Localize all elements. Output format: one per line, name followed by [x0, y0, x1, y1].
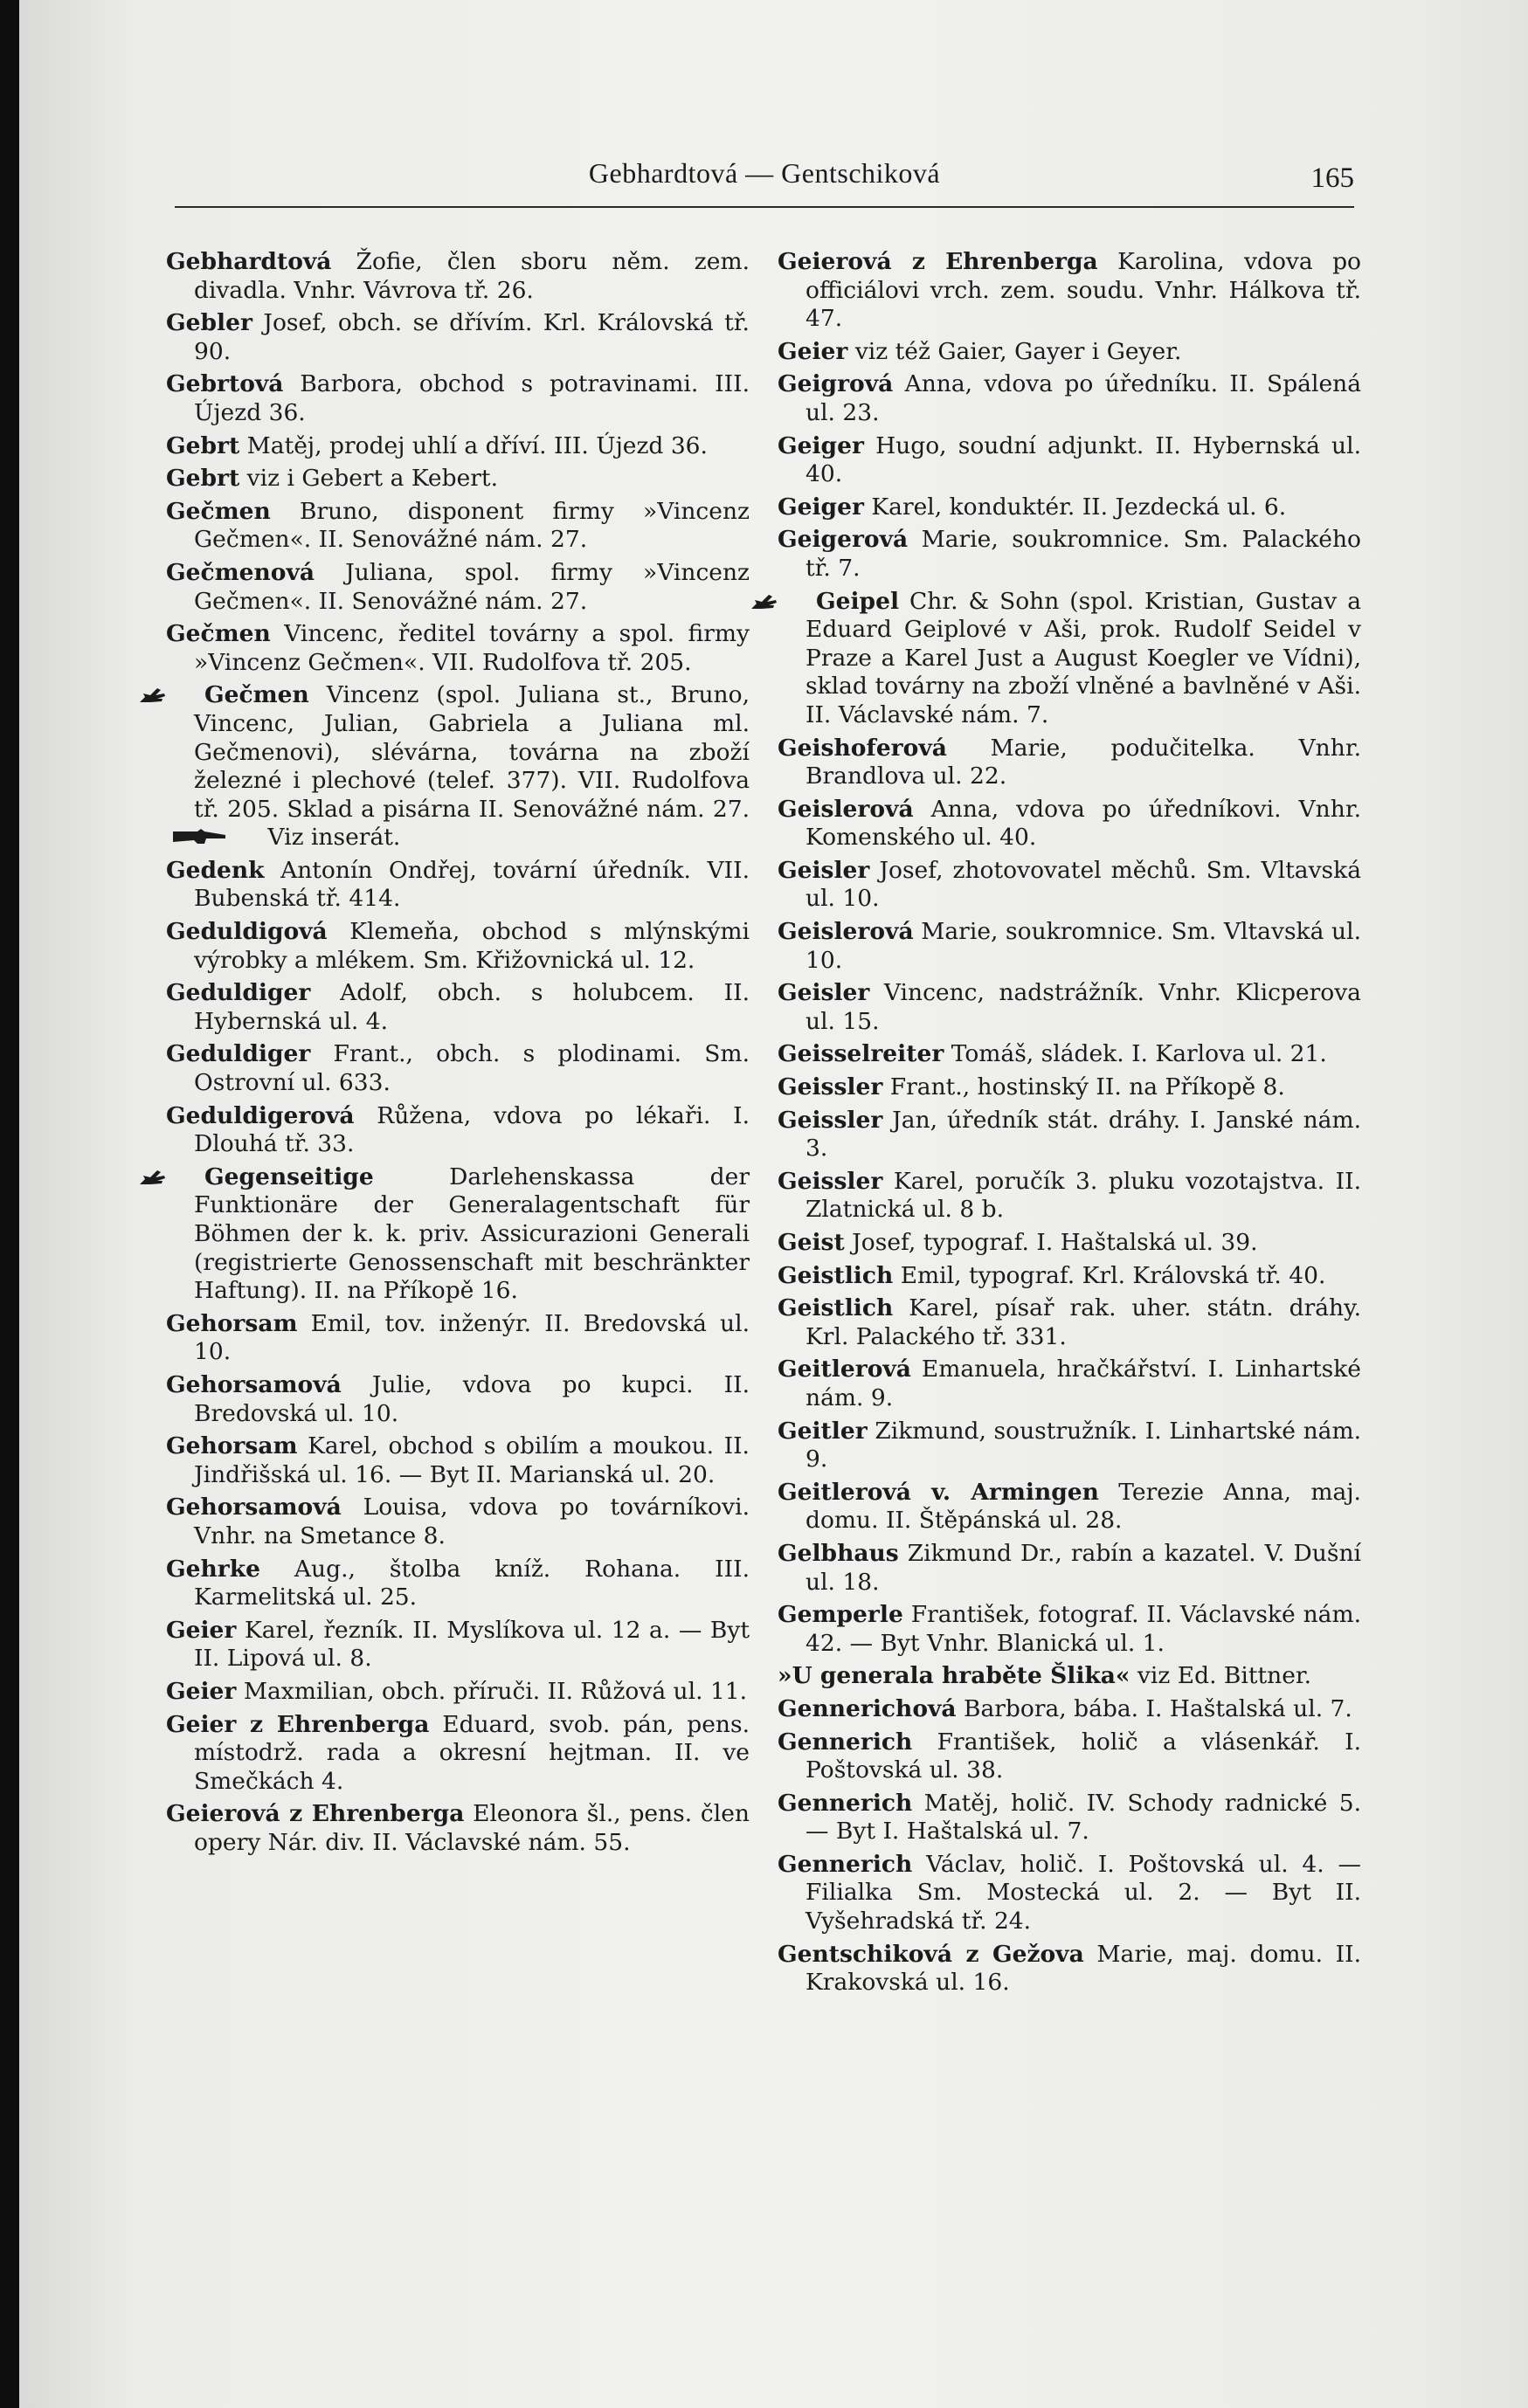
page-number: 165 — [1310, 162, 1354, 194]
entry-details: Marie, soukromnice. Sm. Vltavská ul. 10. — [805, 918, 1361, 974]
directory-entry — [166, 1040, 750, 1097]
entry-surname: Geiger — [778, 431, 864, 459]
entry-surname: Geistlich — [778, 1261, 894, 1289]
pointing-hand-icon — [778, 590, 811, 609]
entry-surname: Geitler — [778, 1417, 868, 1445]
entry-surname: Gennerichová — [778, 1694, 957, 1722]
entry-details: Josef, obch. se dřívím. Krl. Královská tř. 90. — [194, 309, 750, 365]
entry-surname: Gemperle — [778, 1601, 903, 1629]
entry-surname: Geisler — [778, 856, 870, 884]
entry-surname: Geistlich — [778, 1294, 894, 1322]
directory-entry — [166, 1310, 750, 1367]
directory-entry — [166, 1102, 750, 1159]
directory-entry — [778, 979, 1361, 1036]
entry-surname: Geist — [778, 1229, 845, 1256]
entry-details: Josef, typograf. I. Haštalská ul. 39. — [844, 1229, 1258, 1256]
directory-entry — [778, 248, 1361, 334]
entry-surname: Geisselreiter — [778, 1040, 944, 1068]
entry-surname: Gečmen — [166, 620, 271, 648]
entry-details: viz i Gebert a Kebert. — [239, 465, 499, 493]
entry-details: Zikmund Dr., rabín a kazatel. V. Dušní ul. 18. — [805, 1539, 1361, 1596]
entry-details: Julie, vdova po kupci. II. Bredovská ul. 10. — [194, 1370, 750, 1427]
entry-surname: Geier — [166, 1677, 237, 1705]
entry-surname: Geier — [166, 1616, 237, 1644]
directory-entry — [778, 1418, 1361, 1474]
pointing-hand-icon — [166, 1165, 199, 1184]
entry-details: Karel, písař rak. uher. státn. dráhy. Krl. Palackého tř. 331. — [805, 1294, 1361, 1350]
entry-surname: Gehrke — [166, 1555, 260, 1583]
entry-details: Adolf, obch. s holubcem. II. Hybernská ul. 4. — [194, 979, 750, 1035]
entry-surname: Geigerová — [778, 526, 909, 554]
directory-entry — [778, 1073, 1361, 1102]
entry-surname: Geduldiger — [166, 979, 311, 1007]
entry-surname: Gehorsamová — [166, 1494, 342, 1521]
directory-entry — [166, 620, 750, 677]
directory-entry — [166, 918, 750, 975]
entry-surname: Geduldiger — [166, 1040, 311, 1068]
directory-entry — [166, 248, 750, 305]
entry-surname: Geislerová — [778, 795, 914, 823]
entry-details: Chr. & Sohn (spol. Kristian, Gustav a Eduard Geiplové v Aši, prok. Rudolf Seidel v Praze a Karel Just a August Koegler ve Vídni), sklad továrny na zboží vlněné a bavlněné v Aši. II. Václavské nám. 7. — [805, 587, 1361, 728]
entry-surname: Geissler — [778, 1167, 883, 1195]
entry-details: Zikmund, soustružník. I. Linhartské nám. 9. — [805, 1417, 1361, 1473]
entry-details: Karolina, vdova po officiálovi vrch. zem. soudu. Vnhr. Hálkova tř. 47. — [805, 248, 1361, 333]
directory-entry — [778, 1790, 1361, 1846]
right-column — [778, 248, 1361, 2002]
entry-surname: Geitlerová v. Armingen — [778, 1478, 1099, 1506]
directory-entry — [778, 1479, 1361, 1535]
entry-details: Eleonora šl., pens. člen opery Nár. div. II. Václavské nám. 55. — [194, 1800, 750, 1856]
entry-details: Marie, maj. domu. II. Krakovská ul. 16. — [805, 1940, 1362, 1997]
entry-details: Emil, tov. inženýr. II. Bredovská ul. 10. — [194, 1309, 750, 1366]
entry-details: Maxmilian, obch. příruči. II. Růžová ul. 11. — [236, 1677, 748, 1705]
entry-surname: Gennerich — [778, 1789, 913, 1817]
directory-entry — [778, 1695, 1361, 1724]
entry-surname: Gehorsam — [166, 1309, 298, 1337]
entry-surname: Geierová z Ehrenberga — [166, 1800, 465, 1828]
entry-details: Emanuela, hračkářství. I. Linhartské nám. 9. — [805, 1356, 1361, 1411]
directory-entry — [778, 857, 1361, 914]
directory-entry — [166, 370, 750, 427]
directory-entry — [166, 1432, 750, 1489]
entry-details: viz též Gaier, Gayer i Geyer. — [847, 337, 1182, 365]
entry-details: Vincenz (spol. Juliana st., Bruno, Vincenc, Julian, Gabriela a Juliana ml. Gečmenovi), slévárna, továrna na zboží železné i plechové (telef. 377). VII. Rudolfova tř. 205. Sklad a pisárna II. Senovážné nám. 27. — [194, 681, 750, 823]
directory-entry — [166, 1617, 750, 1673]
directory-entry — [166, 1556, 750, 1612]
entry-details: Žofie, člen sboru něm. zem. divadla. Vnhr. Vávrova tř. 26. — [194, 248, 750, 304]
entry-surname: Gebler — [166, 309, 252, 337]
entry-details: Růžena, vdova po lékaři. I. Dlouhá tř. 33. — [194, 1101, 750, 1158]
directory-entry — [778, 1262, 1361, 1291]
entry-surname: Gentschiková z Gežova — [778, 1940, 1084, 1968]
entry-surname: Gebrt — [166, 465, 240, 493]
entry-details: Frant., obch. s plodinami. Sm. Ostrovní ul. 633. — [194, 1040, 750, 1097]
directory-entry — [166, 1371, 750, 1428]
entry-details: Barbora, bába. I. Haštalská ul. 7. — [956, 1694, 1352, 1722]
entry-surname: Geier z Ehrenberga — [166, 1710, 430, 1738]
entry-surname: Geierová z Ehrenberga — [778, 248, 1098, 275]
entry-details: Emil, typograf. Krl. Královská tř. 40. — [893, 1261, 1326, 1289]
entry-details: Marie, soukromnice. Sm. Palackého tř. 7. — [805, 526, 1361, 582]
entry-details: Anna, vdova po úředníkovi. Vnhr. Komenského ul. 40. — [805, 795, 1361, 852]
entry-surname: »U generala hraběte Šlika« — [778, 1662, 1130, 1690]
directory-entry — [166, 1678, 750, 1707]
directory-entry — [778, 735, 1361, 791]
entry-details: Karel, poručík 3. pluku vozotajstva. II. Zlatnická ul. 8 b. — [805, 1167, 1361, 1224]
entry-surname: Geitlerová — [778, 1356, 911, 1383]
entry-surname: Geier — [778, 337, 848, 365]
entry-details: Aug., štolba kníž. Rohana. III. Karmelitská ul. 25. — [194, 1555, 750, 1611]
directory-entry — [778, 1356, 1361, 1412]
entry-details: František, fotograf. II. Václavské nám. 42. — Byt Vnhr. Blanická ul. 1. — [805, 1601, 1361, 1657]
entry-surname: Gebrtová — [166, 370, 284, 398]
entry-details: Vincenc, ředitel továrny a spol. firmy »Vincenz Gečmen«. VII. Rudolfova tř. 205. — [194, 620, 750, 676]
entry-details: Hugo, soudní adjunkt. II. Hybernská ul. 40. — [805, 431, 1361, 488]
entry-details: Karel, obchod s obilím a moukou. II. Jindřišská ul. 16. — Byt II. Marianská ul. 20. — [194, 1432, 750, 1488]
directory-entry — [778, 1601, 1361, 1658]
left-column — [166, 248, 750, 1861]
header-title: Gebhardtová — Gentschiková — [588, 157, 941, 189]
directory-entry — [778, 1540, 1361, 1597]
directory-entry — [778, 1728, 1361, 1785]
entry-details: Matěj, prodej uhlí a dříví. III. Újezd 36. — [239, 431, 708, 459]
directory-entry — [778, 1941, 1361, 1997]
entry-surname: Geisler — [778, 979, 870, 1007]
entry-tail: Viz inserát. — [260, 824, 401, 852]
directory-entry — [166, 498, 750, 555]
directory-entry — [166, 1494, 750, 1550]
entry-details: Karel, řezník. II. Myslíkova ul. 12 a. — Byt II. Lipová ul. 8. — [194, 1616, 750, 1673]
pointing-hand-icon — [166, 683, 199, 702]
directory-entry — [778, 796, 1361, 852]
entry-surname: Gečmen — [204, 681, 309, 709]
directory-entry — [778, 432, 1361, 489]
entry-surname: Gebhardtová — [166, 248, 332, 275]
entry-surname: Geissler — [778, 1073, 883, 1101]
entry-details: Eduard, svob. pán, pens. místodrž. rada a okresní hejtman. II. ve Smečkách 4. — [194, 1710, 750, 1795]
directory-entry — [166, 559, 750, 616]
directory-entry — [778, 338, 1361, 367]
running-header — [175, 157, 1354, 206]
entry-details: Barbora, obchod s potravinami. III. Újezd 36. — [194, 370, 750, 426]
entry-surname: Gebrt — [166, 431, 240, 459]
entry-details: Anna, vdova po úředníku. II. Spálená ul. 23. — [805, 370, 1361, 426]
entry-surname: Geishoferová — [778, 734, 947, 762]
entry-surname: Gehorsam — [166, 1432, 298, 1460]
entry-details: Marie, podučitelka. Vnhr. Brandlova ul. 22. — [805, 734, 1361, 790]
entry-surname: Gehorsamová — [166, 1370, 342, 1398]
directory-entry — [778, 918, 1361, 975]
directory-entry — [166, 979, 750, 1036]
entry-surname: Geissler — [778, 1106, 883, 1134]
directory-entry — [166, 681, 750, 852]
directory-entry — [166, 1711, 750, 1797]
entry-details: Vincenc, nadstrážník. Vnhr. Klicperova ul. 15. — [805, 979, 1361, 1035]
entry-details: Darlehenskassa der Funktionäre der Generalagentschaft für Böhmen der k. k. priv. Assicurazioni Generali (registrierte Genossenschaft mit beschränkter Haftung). II. na Příkopě 16. — [194, 1163, 750, 1305]
directory-entry — [778, 1229, 1361, 1258]
entry-surname: Gedenk — [166, 856, 265, 884]
entry-surname: Gennerich — [778, 1728, 913, 1756]
entry-details: Václav, holič. I. Poštovská ul. 4. — Filialka Sm. Mostecká ul. 2. — Byt II. Vyšehradská tř. 24. — [805, 1850, 1361, 1935]
directory-entry — [778, 1168, 1361, 1225]
entry-details: Terezie Anna, maj. domu. II. Štěpánská ul. 28. — [805, 1478, 1361, 1535]
entry-details: Frant., hostinský II. na Příkopě 8. — [882, 1073, 1285, 1101]
entry-surname: Geigrová — [778, 370, 894, 398]
entry-surname: Geduldigerová — [166, 1101, 355, 1129]
entry-details: Antonín Ondřej, tovární úředník. VII. Bubenská tř. 414. — [194, 856, 750, 913]
entry-surname: Gegenseitige — [204, 1163, 374, 1190]
entry-details: Josef, zhotovovatel měchů. Sm. Vltavská ul. 10. — [805, 856, 1361, 913]
entry-surname: Geduldigová — [166, 918, 328, 946]
entry-details: Juliana, spol. firmy »Vincenz Gečmen«. II. Senovážné nám. 27. — [194, 558, 750, 615]
directory-entry — [166, 309, 750, 366]
scan-left-edge — [0, 0, 19, 2408]
entry-surname: Gelbhaus — [778, 1539, 899, 1567]
entry-surname: Gečmenová — [166, 558, 315, 586]
directory-entry — [778, 588, 1361, 730]
directory-entry — [778, 526, 1361, 583]
entry-details: Klemeňa, obchod s mlýnskými výrobky a mlékem. Sm. Křižovnická ul. 12. — [194, 918, 750, 974]
directory-entry — [166, 432, 750, 461]
directory-entry — [778, 1851, 1361, 1936]
entry-surname: Gennerich — [778, 1850, 913, 1878]
entry-details: viz Ed. Bittner. — [1130, 1662, 1312, 1690]
entry-details: Matěj, holič. IV. Schody radnické 5. — Byt I. Haštalská ul. 7. — [805, 1789, 1361, 1846]
entry-details: Louisa, vdova po továrníkovi. Vnhr. na Smetance 8. — [194, 1494, 750, 1549]
entry-surname: Geipel — [816, 587, 900, 615]
entry-surname: Geiger — [778, 493, 864, 521]
directory-entry — [778, 1294, 1361, 1351]
entry-details: Karel, konduktér. II. Jezdecká ul. 6. — [863, 493, 1287, 521]
directory-entry — [778, 493, 1361, 522]
entry-surname: Gečmen — [166, 497, 271, 525]
directory-entry — [166, 857, 750, 914]
directory-entry — [166, 1163, 750, 1306]
entry-details: František, holič a vlásenkář. I. Poštovská ul. 38. — [805, 1728, 1361, 1784]
directory-entry — [778, 1107, 1361, 1163]
directory-entry — [166, 1800, 750, 1857]
header-rule — [175, 206, 1354, 208]
entry-details: Jan, úředník stát. dráhy. I. Janské nám. 3. — [805, 1106, 1361, 1163]
pointing-finger-icon — [199, 826, 255, 845]
entry-surname: Geislerová — [778, 918, 914, 946]
entry-details: Bruno, disponent firmy »Vincenz Gečmen«. II. Senovážné nám. 27. — [194, 497, 750, 554]
directory-entry — [166, 465, 750, 493]
directory-entry — [778, 370, 1361, 427]
entry-details: Tomáš, sládek. I. Karlova ul. 21. — [944, 1040, 1327, 1068]
directory-entry — [778, 1662, 1361, 1691]
directory-entry — [778, 1040, 1361, 1069]
